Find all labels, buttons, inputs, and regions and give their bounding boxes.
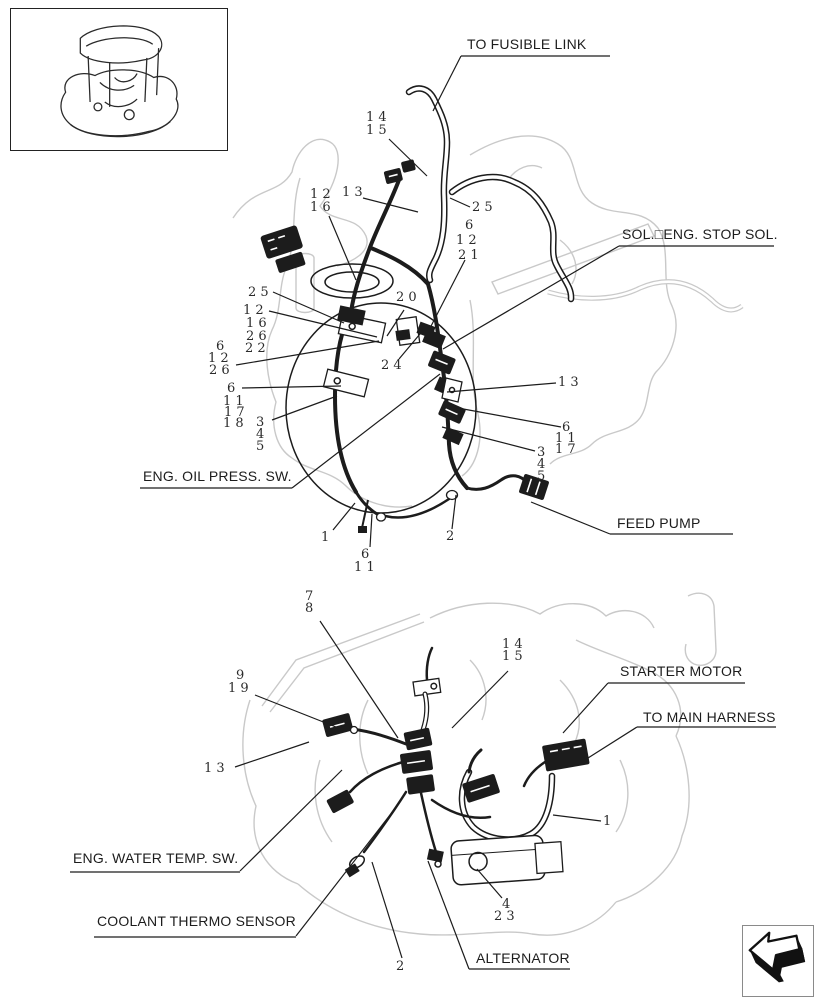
callout-number: 8 [305,601,314,616]
callout-number: 3 [537,445,546,460]
callout-number: 3 [256,415,265,430]
callout-number: 1 1 [223,394,244,409]
callout-number: 1 1 [555,431,576,446]
label-eng-oil-press-sw: ENG. OIL PRESS. SW. [143,468,292,484]
callout-number: 1 4 [366,110,387,125]
label-eng-water-temp-sw: ENG. WATER TEMP. SW. [73,850,239,866]
callout-number: 2 4 [381,358,402,373]
machine-thumbnail-box [10,8,228,151]
machine-overview-icon [11,9,224,147]
callout-number: 1 [321,530,330,545]
3d-arrow-up-left-icon [743,926,811,994]
callout-number: 6 [465,218,474,233]
callout-number: 1 1 [354,560,375,575]
callout-number: 7 [305,589,314,604]
callout-number: 2 2 [245,341,266,356]
corner-arrow-box [742,925,814,997]
callout-number: 1 2 [243,303,264,318]
callout-number: 1 3 [204,761,225,776]
callout-number: 1 5 [502,649,523,664]
label-coolant-thermo-sensor: COOLANT THERMO SENSOR [97,913,296,929]
callout-number: 5 [537,469,546,484]
callout-number: 1 7 [224,405,245,420]
callout-number: 1 2 [310,187,331,202]
callout-number: 1 8 [223,416,244,431]
callout-number: 2 6 [209,363,230,378]
callout-number: 4 [502,897,511,912]
callout-number: 6 [562,420,571,435]
callout-number: 2 3 [494,909,515,924]
callout-number: 1 7 [555,442,576,457]
callout-number: 1 9 [228,681,249,696]
callout-number: 1 [603,814,612,829]
callout-number: 4 [256,427,265,442]
callout-number: 6 [227,381,236,396]
label-to-main-harness: TO MAIN HARNESS [643,709,776,725]
callout-number: 1 2 [208,351,229,366]
callout-number: 2 0 [396,290,417,305]
label-sol-eng-stop-sol: SOL.□ENG. STOP SOL. [622,226,778,242]
callout-number: 2 [446,529,455,544]
label-alternator: ALTERNATOR [476,950,570,966]
label-starter-motor: STARTER MOTOR [620,663,743,679]
callout-number: 6 [216,339,225,354]
callout-number: 1 4 [502,637,523,652]
callout-number: 2 1 [458,248,479,263]
callout-number: 4 [537,457,546,472]
callout-number: 2 6 [246,329,267,344]
label-feed-pump: FEED PUMP [617,515,701,531]
callout-number: 1 5 [366,123,387,138]
callout-number: 1 6 [246,316,267,331]
callout-number: 1 3 [342,185,363,200]
callout-number: 1 6 [310,200,331,215]
callout-number: 2 5 [472,200,493,215]
callout-number: 2 5 [248,285,269,300]
callout-number: 9 [236,668,245,683]
callout-number: 1 3 [558,375,579,390]
callout-number: 5 [256,439,265,454]
callout-number: 6 [361,547,370,562]
label-to-fusible-link: TO FUSIBLE LINK [467,36,587,52]
callout-number: 2 [396,959,405,974]
callout-number: 1 2 [456,233,477,248]
